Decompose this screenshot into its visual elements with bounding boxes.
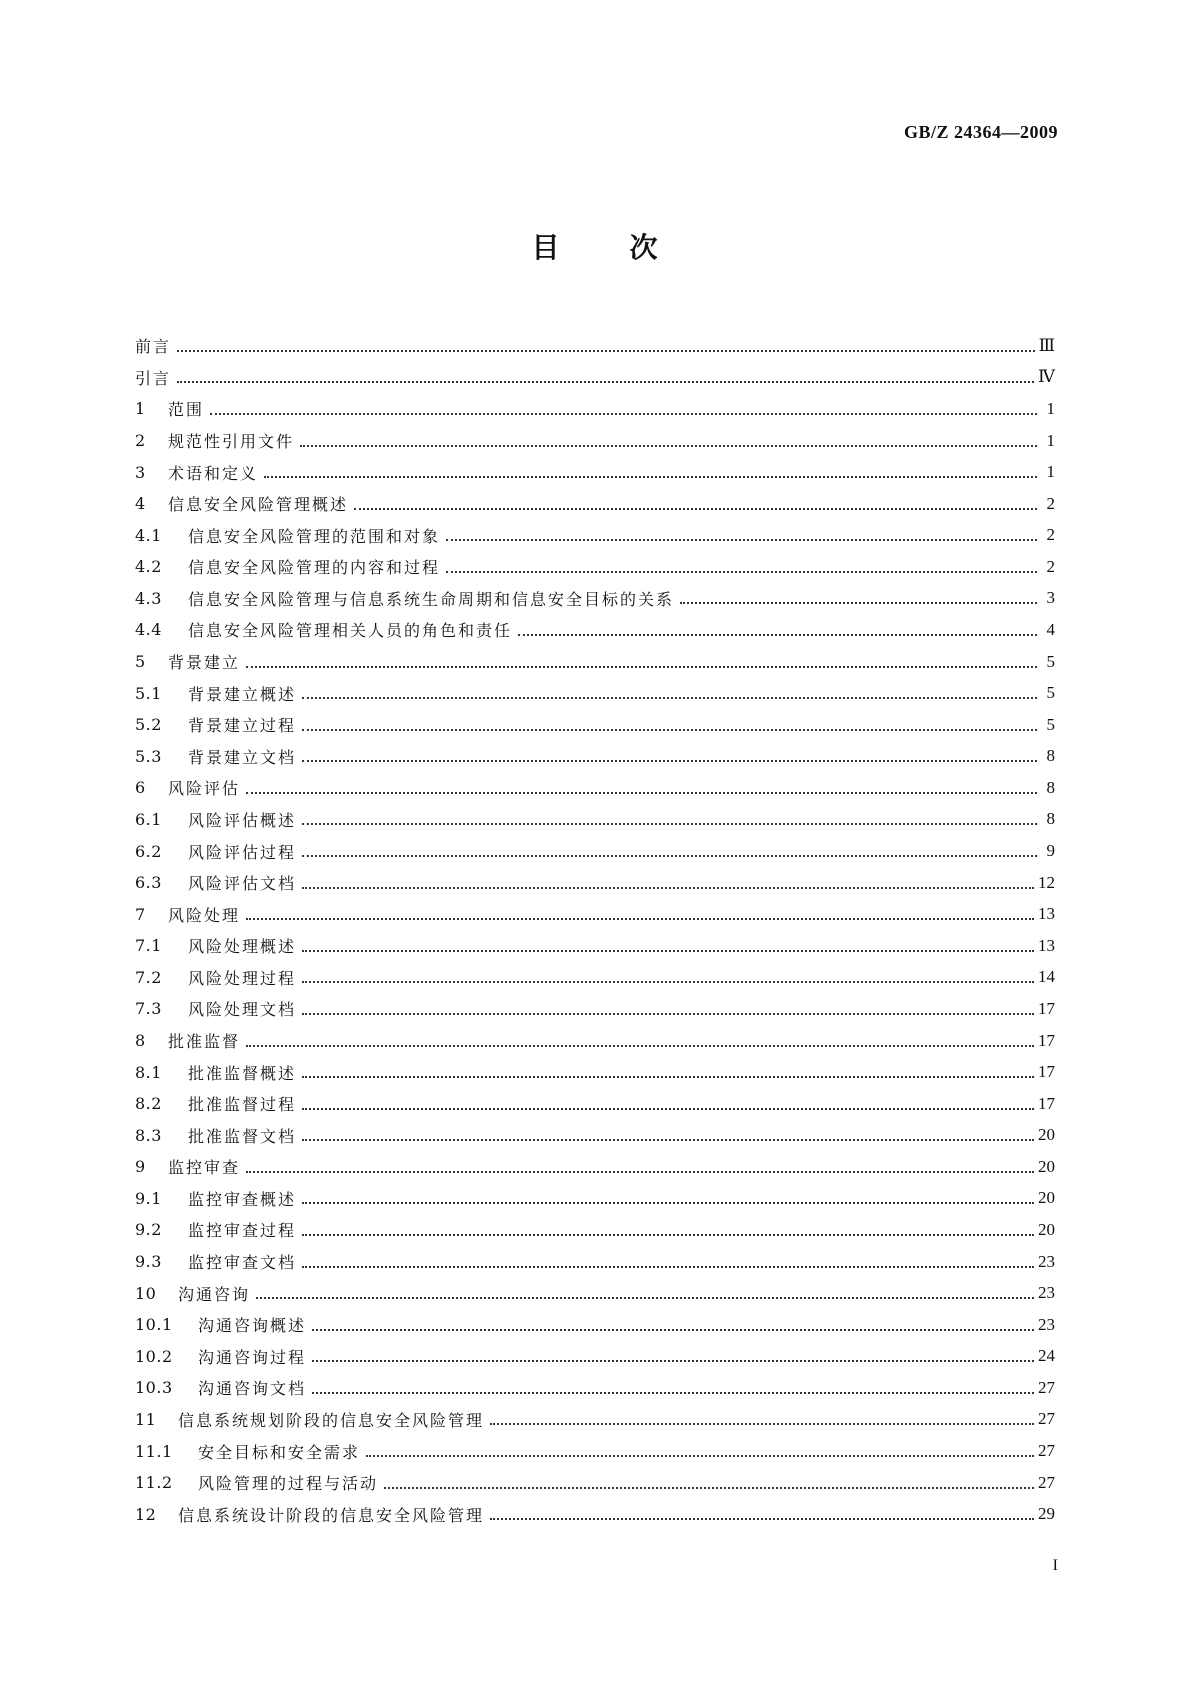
toc-entry-number: 6.2 xyxy=(135,841,162,861)
toc-entry-page: 1 xyxy=(1046,398,1055,418)
toc-entry-label: 信息系统规划阶段的信息安全风险管理 xyxy=(178,1410,485,1430)
toc-entry-page: 5 xyxy=(1046,651,1055,671)
toc-entry-label: 风险评估过程 xyxy=(188,842,297,862)
toc-entry-page: 27 xyxy=(1038,1472,1055,1492)
toc-entry-label: 监控审查 xyxy=(168,1158,241,1178)
toc-entry-number: 5.2 xyxy=(135,715,162,735)
toc-entry[interactable] xyxy=(135,1435,1055,1467)
toc-entry-page: 17 xyxy=(1038,1062,1055,1082)
toc-entry[interactable] xyxy=(135,867,1055,899)
toc-entry-page: 3 xyxy=(1046,588,1055,608)
toc-entry[interactable] xyxy=(135,614,1055,646)
page-number: I xyxy=(1052,1557,1058,1574)
toc-dot-leader xyxy=(302,965,1034,983)
toc-dot-leader xyxy=(354,492,1037,510)
toc-entry-label: 术语和定义 xyxy=(168,463,259,483)
toc-entry-label: 监控审查概述 xyxy=(188,1189,297,1209)
toc-dot-leader xyxy=(302,1092,1034,1110)
toc-entry-label: 监控审查文档 xyxy=(188,1253,297,1273)
toc-dot-leader xyxy=(302,807,1037,825)
toc-entry-number: 8.2 xyxy=(135,1094,162,1114)
toc-entry-label: 信息安全风险管理的范围和对象 xyxy=(188,526,441,546)
toc-entry-label: 信息安全风险管理相关人员的角色和责任 xyxy=(188,621,513,641)
toc-entry-label: 风险处理文档 xyxy=(188,1000,297,1020)
toc-entry[interactable] xyxy=(135,1309,1055,1341)
toc-dot-leader xyxy=(264,460,1037,478)
toc-entry-page: 8 xyxy=(1046,809,1055,829)
toc-entry-number: 4.2 xyxy=(135,557,162,577)
toc-entry[interactable] xyxy=(135,330,1055,362)
toc-entry-page: 5 xyxy=(1046,683,1055,703)
toc-entry-number: 10.3 xyxy=(135,1378,173,1398)
toc-entry-label: 安全目标和安全需求 xyxy=(198,1442,361,1462)
toc-entry-page: 23 xyxy=(1038,1314,1055,1334)
toc-entry-label: 风险管理的过程与活动 xyxy=(198,1474,379,1494)
toc-entry[interactable] xyxy=(135,519,1055,551)
toc-dot-leader xyxy=(177,365,1034,383)
toc-dot-leader xyxy=(302,744,1037,762)
toc-entry-page: 4 xyxy=(1046,619,1055,639)
toc-entry-label: 批准监督文档 xyxy=(188,1126,297,1146)
toc-dot-leader xyxy=(302,1218,1034,1236)
toc-entry-page: 14 xyxy=(1038,967,1055,987)
toc-entry-number: 9.1 xyxy=(135,1188,162,1208)
toc-entry-number: 1 xyxy=(135,399,146,419)
toc-entry[interactable] xyxy=(135,1151,1055,1183)
toc-entry-label: 背景建立 xyxy=(168,653,241,673)
toc-entry-number: 9.3 xyxy=(135,1252,162,1272)
toc-entry[interactable] xyxy=(135,425,1055,457)
toc-dot-leader xyxy=(302,1123,1034,1141)
toc-entry-label: 沟通咨询过程 xyxy=(198,1347,307,1367)
page-title-char-1: 目 xyxy=(531,231,562,264)
toc-dot-leader xyxy=(680,586,1037,604)
toc-entry-page: 1 xyxy=(1046,462,1055,482)
toc-entry-page: 13 xyxy=(1038,904,1055,924)
toc-entry-number: 4 xyxy=(135,494,146,514)
toc-entry-number: 7 xyxy=(135,904,146,924)
toc-entry-label: 信息系统设计阶段的信息安全风险管理 xyxy=(178,1505,485,1525)
toc-entry-number: 6.1 xyxy=(135,809,162,829)
toc-entry-page: 20 xyxy=(1038,1125,1055,1145)
toc-dot-leader xyxy=(246,902,1034,920)
document-code: GB/Z 24364—2009 xyxy=(903,122,1058,142)
toc-entry[interactable] xyxy=(135,772,1055,804)
toc-entry[interactable] xyxy=(135,1498,1055,1530)
toc-entry-number: 10 xyxy=(135,1283,157,1303)
toc-entry[interactable] xyxy=(135,456,1055,488)
toc-dot-leader xyxy=(446,555,1037,573)
toc-entry-number: 5 xyxy=(135,652,146,672)
toc-entry-number: 5.3 xyxy=(135,746,162,766)
toc-entry[interactable] xyxy=(135,1088,1055,1120)
toc-entry-label: 引言 xyxy=(135,368,172,388)
toc-entry-page: 17 xyxy=(1038,1093,1055,1113)
toc-entry-number: 11.2 xyxy=(135,1473,173,1493)
toc-entry-number: 9 xyxy=(135,1157,146,1177)
toc-entry-number: 3 xyxy=(135,462,146,482)
toc-entry-number: 10.1 xyxy=(135,1315,173,1335)
toc-entry-label: 沟通咨询概述 xyxy=(198,1316,307,1336)
toc-entry-label: 批准监督过程 xyxy=(188,1095,297,1115)
toc-entry[interactable] xyxy=(135,1119,1055,1151)
toc-entry-page: 23 xyxy=(1038,1283,1055,1303)
toc-dot-leader xyxy=(384,1471,1034,1489)
toc-entry[interactable] xyxy=(135,362,1055,394)
toc-dot-leader xyxy=(246,1155,1034,1173)
toc-entry[interactable] xyxy=(135,1183,1055,1215)
toc-entry-label: 风险评估文档 xyxy=(188,874,297,894)
toc-dot-leader xyxy=(246,776,1037,794)
toc-dot-leader xyxy=(302,997,1034,1015)
toc-entry-number: 7.3 xyxy=(135,999,162,1019)
toc-entry-label: 背景建立文档 xyxy=(188,747,297,767)
toc-dot-leader xyxy=(302,934,1034,952)
toc-entry-page: Ⅳ xyxy=(1038,367,1055,387)
toc-entry-number: 10.2 xyxy=(135,1346,173,1366)
toc-entry-page: 1 xyxy=(1046,430,1055,450)
toc-entry-page: 20 xyxy=(1038,1188,1055,1208)
toc-entry-number: 12 xyxy=(135,1504,157,1524)
toc-entry-label: 范围 xyxy=(168,400,205,420)
toc-entry-label: 信息安全风险管理与信息系统生命周期和信息安全目标的关系 xyxy=(188,589,675,609)
toc-entry-page: 5 xyxy=(1046,714,1055,734)
toc-entry-number: 7.2 xyxy=(135,967,162,987)
toc-dot-leader xyxy=(312,1376,1034,1394)
toc-entry[interactable] xyxy=(135,393,1055,425)
toc-dot-leader xyxy=(210,397,1037,415)
toc-entry-label: 规范性引用文件 xyxy=(168,432,295,452)
toc-dot-leader xyxy=(246,650,1037,668)
toc-entry-page: 20 xyxy=(1038,1156,1055,1176)
toc-entry[interactable] xyxy=(135,1372,1055,1404)
toc-entry-page: 20 xyxy=(1038,1219,1055,1239)
toc-entry-page: 23 xyxy=(1038,1251,1055,1271)
toc-dot-leader xyxy=(302,871,1034,889)
toc-dot-leader xyxy=(312,1344,1034,1362)
toc-entry-number: 6 xyxy=(135,778,146,798)
toc-dot-leader xyxy=(300,429,1037,447)
toc-entry[interactable] xyxy=(135,1277,1055,1309)
toc-entry-label: 风险处理过程 xyxy=(188,968,297,988)
toc-entry-page: 24 xyxy=(1038,1346,1055,1366)
toc-entry-label: 监控审查过程 xyxy=(188,1221,297,1241)
toc-dot-leader xyxy=(302,839,1037,857)
toc-entry[interactable] xyxy=(135,488,1055,520)
toc-dot-leader xyxy=(246,1029,1034,1047)
toc-entry[interactable] xyxy=(135,835,1055,867)
toc-entry[interactable] xyxy=(135,741,1055,773)
toc-entry-page: 27 xyxy=(1038,1409,1055,1429)
toc-dot-leader xyxy=(446,523,1037,541)
toc-entry[interactable] xyxy=(135,930,1055,962)
toc-entry-page: 29 xyxy=(1038,1504,1055,1524)
table-of-contents xyxy=(135,330,1055,1530)
toc-entry-page: 2 xyxy=(1046,493,1055,513)
toc-entry-page: 8 xyxy=(1046,746,1055,766)
toc-dot-leader xyxy=(490,1407,1034,1425)
toc-entry-label: 沟通咨询文档 xyxy=(198,1379,307,1399)
toc-entry[interactable] xyxy=(135,1404,1055,1436)
toc-entry-number: 8 xyxy=(135,1031,146,1050)
toc-entry-label: 风险处理 xyxy=(168,905,241,925)
toc-entry-label: 前言 xyxy=(135,337,172,357)
toc-entry-number: 8.3 xyxy=(135,1125,162,1145)
toc-entry-number: 11 xyxy=(135,1409,157,1429)
toc-dot-leader xyxy=(302,681,1037,699)
toc-entry[interactable] xyxy=(135,898,1055,930)
toc-dot-leader xyxy=(302,1250,1034,1268)
toc-entry-number: 4.3 xyxy=(135,588,162,608)
toc-entry-number: 11.1 xyxy=(135,1441,173,1461)
toc-entry[interactable] xyxy=(135,1025,1055,1057)
toc-entry-label: 批准监督概述 xyxy=(188,1063,297,1083)
toc-entry-label: 风险评估 xyxy=(168,779,241,799)
toc-dot-leader xyxy=(366,1439,1034,1457)
toc-entry-label: 沟通咨询 xyxy=(178,1284,251,1304)
toc-entry-label: 信息安全风险管理的内容和过程 xyxy=(188,558,441,578)
toc-entry[interactable] xyxy=(135,804,1055,836)
toc-entry-number: 6.3 xyxy=(135,873,162,893)
toc-entry-label: 风险评估概述 xyxy=(188,810,297,830)
toc-entry[interactable] xyxy=(135,677,1055,709)
toc-entry-page: 27 xyxy=(1038,1441,1055,1461)
toc-entry-number: 4.1 xyxy=(135,525,162,545)
toc-entry-number: 4.4 xyxy=(135,620,162,640)
toc-entry[interactable] xyxy=(135,1467,1055,1499)
toc-entry-page: 12 xyxy=(1038,872,1055,892)
toc-dot-leader xyxy=(302,1060,1034,1078)
toc-entry-number: 7.1 xyxy=(135,936,162,956)
toc-dot-leader xyxy=(302,713,1037,731)
toc-entry-label: 信息安全风险管理概述 xyxy=(168,495,349,515)
toc-entry-page: 17 xyxy=(1038,998,1055,1018)
toc-entry-number: 8.1 xyxy=(135,1062,162,1082)
toc-entry-label: 风险处理概述 xyxy=(188,937,297,957)
toc-entry[interactable] xyxy=(135,1341,1055,1373)
toc-entry[interactable] xyxy=(135,1056,1055,1088)
toc-entry-label: 批准监督 xyxy=(168,1032,241,1051)
toc-dot-leader xyxy=(177,334,1035,352)
toc-dot-leader xyxy=(256,1281,1034,1299)
toc-dot-leader xyxy=(302,1186,1034,1204)
toc-entry-page: 2 xyxy=(1046,525,1055,545)
toc-entry[interactable] xyxy=(135,1246,1055,1278)
toc-entry[interactable] xyxy=(135,583,1055,615)
toc-entry-number: 5.1 xyxy=(135,683,162,703)
toc-entry[interactable] xyxy=(135,646,1055,678)
toc-entry[interactable] xyxy=(135,1214,1055,1246)
toc-entry-page: 2 xyxy=(1046,556,1055,576)
page-title xyxy=(0,226,1191,266)
toc-dot-leader xyxy=(518,618,1037,636)
toc-entry[interactable] xyxy=(135,993,1055,1025)
toc-entry-page: 8 xyxy=(1046,777,1055,797)
toc-dot-leader xyxy=(312,1313,1034,1331)
toc-entry[interactable] xyxy=(135,551,1055,583)
toc-entry-label: 背景建立过程 xyxy=(188,716,297,736)
toc-entry-number: 2 xyxy=(135,431,146,451)
toc-entry-number: 9.2 xyxy=(135,1220,162,1240)
toc-entry-page: 27 xyxy=(1038,1377,1055,1397)
toc-entry-page: Ⅲ xyxy=(1038,335,1055,355)
toc-entry-label: 背景建立概述 xyxy=(188,684,297,704)
page-title-char-2: 次 xyxy=(629,231,660,264)
toc-entry-page: 17 xyxy=(1038,1030,1055,1050)
toc-entry-page: 9 xyxy=(1046,841,1055,861)
toc-entry-page: 13 xyxy=(1038,935,1055,955)
toc-entry[interactable] xyxy=(135,709,1055,741)
toc-entry[interactable] xyxy=(135,962,1055,994)
toc-dot-leader xyxy=(490,1502,1034,1520)
